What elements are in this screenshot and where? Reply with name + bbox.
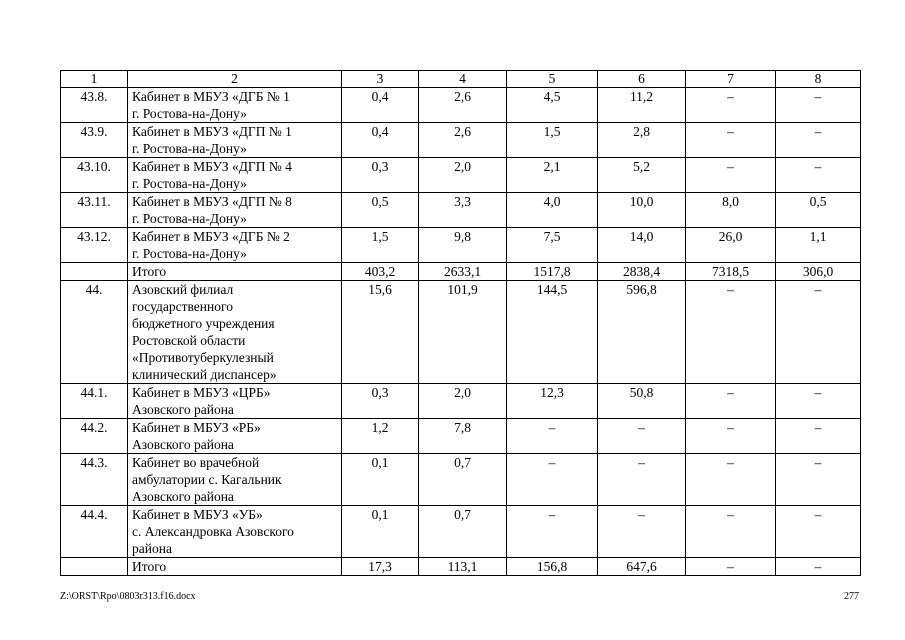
name-cell: Кабинет в МБУЗ «ДГП № 4 г. Ростова-на-Дону» (128, 158, 342, 193)
header-cell: 6 (598, 71, 686, 88)
name-cell: Кабинет в МБУЗ «ДГБ № 2 г. Ростова-на-Дону» (128, 228, 342, 263)
data-table (60, 70, 861, 576)
col4-cell: 2,6 (419, 123, 507, 158)
col5-cell: 1,5 (507, 123, 598, 158)
row-number-cell: 44.3. (61, 454, 128, 506)
name-cell: Итого (128, 263, 342, 281)
col8-cell: – (776, 88, 861, 123)
col8-cell: 0,5 (776, 193, 861, 228)
col5-cell: 7,5 (507, 228, 598, 263)
col3-cell: 0,3 (342, 384, 419, 419)
col7-cell: – (686, 281, 776, 384)
col7-cell: – (686, 384, 776, 419)
col5-cell: 4,5 (507, 88, 598, 123)
name-cell: Азовский филиал государственного бюджетного учреждения Ростовской области «Противотуберкулезный клинический диспансер» (128, 281, 342, 384)
col8-cell: – (776, 281, 861, 384)
col6-cell: 647,6 (598, 558, 686, 576)
col8-cell: – (776, 558, 861, 576)
col3-cell: 1,5 (342, 228, 419, 263)
table-row (61, 454, 861, 506)
table-row (61, 281, 861, 384)
table-row (61, 384, 861, 419)
row-number-cell: 43.8. (61, 88, 128, 123)
header-cell: 7 (686, 71, 776, 88)
name-cell: Кабинет в МБУЗ «УБ» с. Александровка Азовского района (128, 506, 342, 558)
name-cell: Кабинет в МБУЗ «ДГБ № 1 г. Ростова-на-Дону» (128, 88, 342, 123)
col8-cell: – (776, 123, 861, 158)
col7-cell: – (686, 454, 776, 506)
col3-cell: 1,2 (342, 419, 419, 454)
col7-cell: – (686, 558, 776, 576)
header-cell: 4 (419, 71, 507, 88)
col5-cell: 4,0 (507, 193, 598, 228)
header-cell: 5 (507, 71, 598, 88)
col6-cell: 10,0 (598, 193, 686, 228)
col8-cell: – (776, 506, 861, 558)
name-cell: Кабинет в МБУЗ «РБ» Азовского района (128, 419, 342, 454)
col4-cell: 2,6 (419, 88, 507, 123)
col8-cell: – (776, 419, 861, 454)
name-cell: Кабинет в МБУЗ «ДГП № 1 г. Ростова-на-Дону» (128, 123, 342, 158)
row-number-cell: 44. (61, 281, 128, 384)
header-cell: 1 (61, 71, 128, 88)
header-cell: 2 (128, 71, 342, 88)
col5-cell: 156,8 (507, 558, 598, 576)
row-number-cell: 43.10. (61, 158, 128, 193)
row-number-cell (61, 263, 128, 281)
col4-cell: 2,0 (419, 158, 507, 193)
row-number-cell: 44.2. (61, 419, 128, 454)
row-number-cell (61, 558, 128, 576)
header-cell: 3 (342, 71, 419, 88)
col6-cell: – (598, 506, 686, 558)
col4-cell: 7,8 (419, 419, 507, 454)
col7-cell: 7318,5 (686, 263, 776, 281)
footer-file-path: Z:\ORST\Rpo\0803r313.f16.docx (60, 591, 196, 602)
name-cell: Кабинет во врачебной амбулатории с. Кагальник Азовского района (128, 454, 342, 506)
col5-cell: 144,5 (507, 281, 598, 384)
col6-cell: – (598, 454, 686, 506)
col7-cell: – (686, 506, 776, 558)
col6-cell: 5,2 (598, 158, 686, 193)
col7-cell: 8,0 (686, 193, 776, 228)
col3-cell: 0,4 (342, 88, 419, 123)
col5-cell: – (507, 419, 598, 454)
row-number-cell: 44.4. (61, 506, 128, 558)
col4-cell: 0,7 (419, 454, 507, 506)
col6-cell: 50,8 (598, 384, 686, 419)
col3-cell: 0,1 (342, 454, 419, 506)
row-number-cell: 44.1. (61, 384, 128, 419)
header-cell: 8 (776, 71, 861, 88)
footer-page-number: 277 (844, 591, 859, 602)
table-total-row (61, 558, 861, 576)
col4-cell: 9,8 (419, 228, 507, 263)
col6-cell: 2838,4 (598, 263, 686, 281)
col5-cell: – (507, 454, 598, 506)
col4-cell: 2633,1 (419, 263, 507, 281)
row-number-cell: 43.12. (61, 228, 128, 263)
table-row (61, 158, 861, 193)
col7-cell: – (686, 158, 776, 193)
table-total-row (61, 263, 861, 281)
col4-cell: 113,1 (419, 558, 507, 576)
col7-cell: – (686, 88, 776, 123)
col5-cell: – (507, 506, 598, 558)
table-row (61, 419, 861, 454)
col8-cell: – (776, 158, 861, 193)
col3-cell: 0,1 (342, 506, 419, 558)
table-row (61, 506, 861, 558)
col7-cell: 26,0 (686, 228, 776, 263)
col3-cell: 17,3 (342, 558, 419, 576)
table-row (61, 123, 861, 158)
table-row (61, 193, 861, 228)
col6-cell: – (598, 419, 686, 454)
col3-cell: 0,4 (342, 123, 419, 158)
name-cell: Итого (128, 558, 342, 576)
col4-cell: 101,9 (419, 281, 507, 384)
col3-cell: 15,6 (342, 281, 419, 384)
col7-cell: – (686, 419, 776, 454)
col5-cell: 1517,8 (507, 263, 598, 281)
col4-cell: 2,0 (419, 384, 507, 419)
col6-cell: 2,8 (598, 123, 686, 158)
col8-cell: 306,0 (776, 263, 861, 281)
col3-cell: 403,2 (342, 263, 419, 281)
name-cell: Кабинет в МБУЗ «ЦРБ» Азовского района (128, 384, 342, 419)
col3-cell: 0,3 (342, 158, 419, 193)
row-number-cell: 43.11. (61, 193, 128, 228)
col4-cell: 3,3 (419, 193, 507, 228)
col8-cell: – (776, 454, 861, 506)
col8-cell: 1,1 (776, 228, 861, 263)
name-cell: Кабинет в МБУЗ «ДГП № 8 г. Ростова-на-Дону» (128, 193, 342, 228)
row-number-cell: 43.9. (61, 123, 128, 158)
col4-cell: 0,7 (419, 506, 507, 558)
col5-cell: 12,3 (507, 384, 598, 419)
col5-cell: 2,1 (507, 158, 598, 193)
col3-cell: 0,5 (342, 193, 419, 228)
table-row (61, 88, 861, 123)
table-row (61, 228, 861, 263)
table-header-row (61, 71, 861, 88)
col6-cell: 596,8 (598, 281, 686, 384)
col8-cell: – (776, 384, 861, 419)
col6-cell: 11,2 (598, 88, 686, 123)
col7-cell: – (686, 123, 776, 158)
col6-cell: 14,0 (598, 228, 686, 263)
